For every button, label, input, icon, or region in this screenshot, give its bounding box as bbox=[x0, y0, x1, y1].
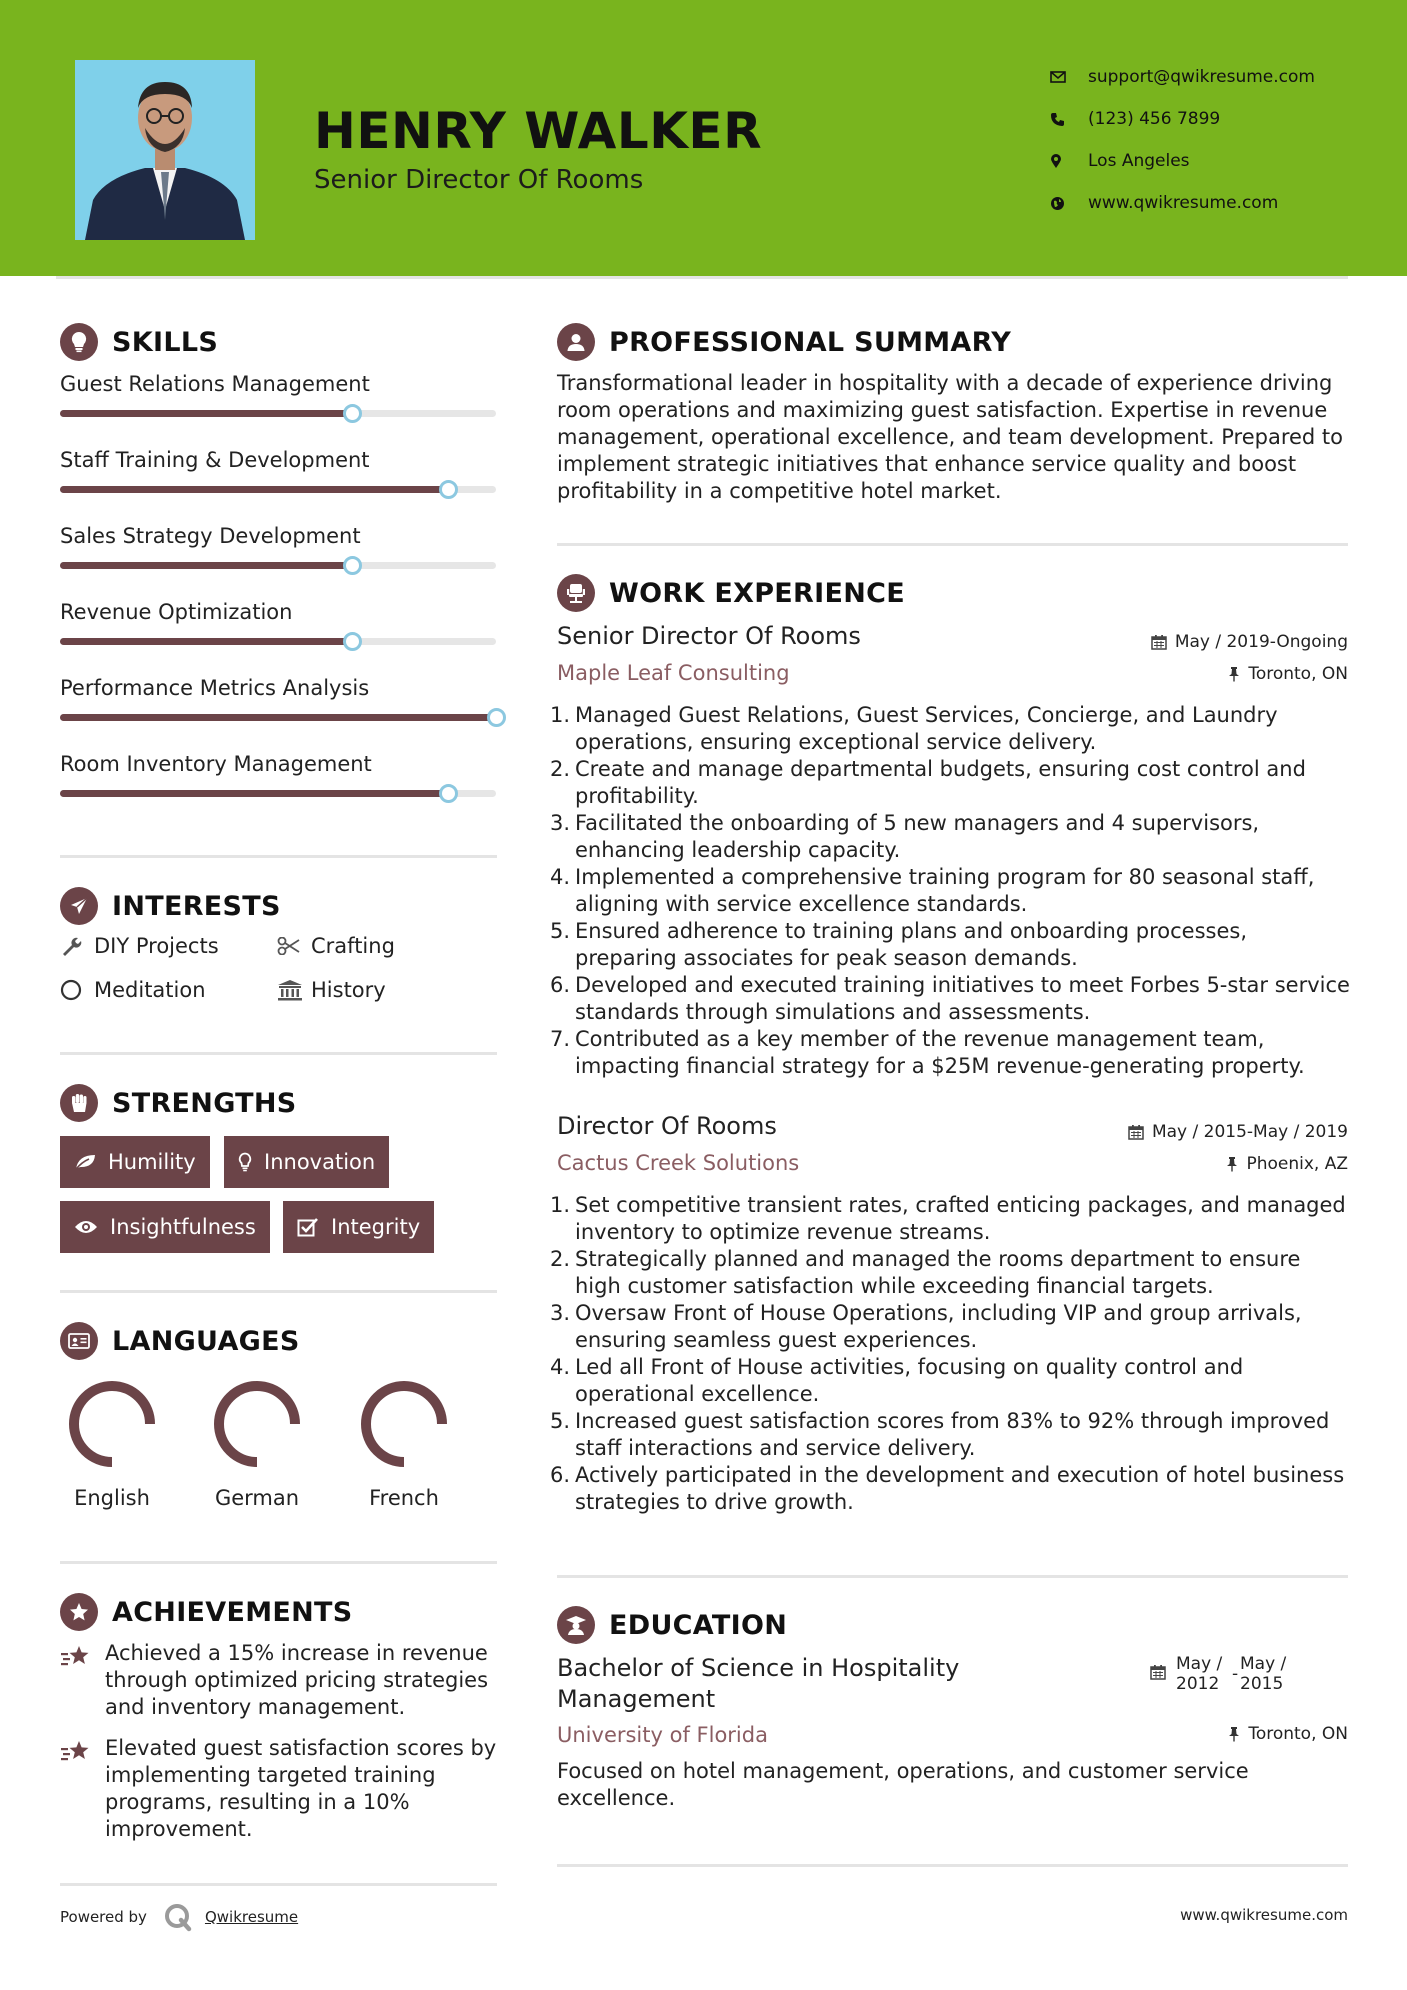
list-number: 4. bbox=[550, 865, 571, 889]
strength-badge bbox=[60, 1201, 270, 1253]
skill-bar-knob bbox=[487, 708, 506, 727]
skill-bar-track bbox=[60, 638, 496, 645]
skill-item bbox=[60, 372, 496, 396]
qwikresume-logo-icon bbox=[163, 1902, 193, 1932]
graduate-icon bbox=[557, 1606, 595, 1644]
job-location bbox=[1226, 1154, 1348, 1174]
section-divider bbox=[60, 1290, 497, 1293]
checkbox-icon bbox=[297, 1217, 319, 1237]
interest-label: History bbox=[311, 978, 386, 1002]
skill-item bbox=[60, 524, 496, 548]
pushpin-icon bbox=[1226, 1156, 1238, 1172]
list-number: 3. bbox=[550, 811, 571, 835]
section-divider bbox=[557, 1864, 1348, 1867]
paper-plane-icon bbox=[60, 887, 98, 925]
job-location bbox=[1228, 664, 1348, 684]
strength-label: Innovation bbox=[264, 1150, 376, 1174]
strength-badge bbox=[224, 1136, 389, 1188]
education-start bbox=[1176, 1654, 1232, 1694]
language-item bbox=[202, 1378, 312, 1510]
star-sparkle-icon bbox=[60, 1640, 105, 1721]
skill-item bbox=[60, 600, 496, 624]
interest-item bbox=[277, 978, 386, 1002]
responsibility-text: Implemented a comprehensive training program for 80 seasonal staff, aligning with service excellence standards. bbox=[575, 865, 1315, 916]
pushpin-icon bbox=[1228, 1726, 1240, 1742]
office-chair-icon bbox=[557, 574, 595, 612]
section-divider bbox=[60, 855, 497, 858]
calendar-icon bbox=[1150, 1664, 1166, 1685]
contact-phone-text: (123) 456 7899 bbox=[1088, 109, 1221, 129]
list-number: 3. bbox=[550, 1301, 571, 1325]
language-gauge bbox=[358, 1378, 450, 1470]
language-gauge bbox=[66, 1378, 158, 1470]
responsibility-text: Oversaw Front of House Operations, including VIP and group arrivals, ensuring seamless guest experiences. bbox=[575, 1301, 1302, 1352]
achievement-item bbox=[60, 1735, 500, 1843]
interest-label: Meditation bbox=[94, 978, 206, 1002]
contact-location bbox=[1050, 140, 1370, 182]
skill-bar-track bbox=[60, 410, 496, 417]
contact-location-text: Los Angeles bbox=[1088, 151, 1190, 171]
skill-name: Performance Metrics Analysis bbox=[60, 676, 370, 700]
map-pin-icon bbox=[1050, 153, 1088, 169]
calendar-icon bbox=[1128, 1124, 1144, 1140]
strength-label: Humility bbox=[108, 1150, 196, 1174]
powered-by-label: Powered by bbox=[60, 1908, 147, 1926]
section-divider bbox=[60, 1883, 497, 1886]
envelope-icon bbox=[1050, 71, 1088, 83]
summary-text: Transformational leader in hospitality with a decade of experience driving room operations and maximizing guest satisfaction. Expertise in revenue management, operational excellence, and team development. Prepared to implement strategic initiatives that enhance service quality and boost profitability in a competitive hotel market. bbox=[557, 371, 1344, 503]
job-dates bbox=[1151, 632, 1348, 652]
company-name: Cactus Creek Solutions bbox=[557, 1151, 800, 1175]
responsibility-item bbox=[550, 756, 1352, 810]
list-number: 1. bbox=[550, 703, 571, 727]
interest-item bbox=[60, 978, 206, 1002]
education-description: Focused on hotel management, operations, and customer service excellence. bbox=[557, 1759, 1249, 1810]
responsibility-text: Ensured adherence to training plans and onboarding processes, preparing associates for peak season demands. bbox=[575, 919, 1248, 970]
list-number: 2. bbox=[550, 1247, 571, 1271]
achievement-text: Elevated guest satisfaction scores by implementing targeted training programs, resulting in a 10% improvement. bbox=[105, 1736, 497, 1841]
list-number: 2. bbox=[550, 757, 571, 781]
list-number: 1. bbox=[550, 1193, 571, 1217]
star-badge-icon bbox=[60, 1593, 98, 1631]
skill-bar-fill bbox=[60, 486, 448, 493]
contact-website-text: www.qwikresume.com bbox=[1088, 193, 1279, 213]
list-number: 6. bbox=[550, 973, 571, 997]
user-icon bbox=[557, 323, 595, 361]
strength-label: Insightfulness bbox=[110, 1215, 256, 1239]
responsibility-item bbox=[550, 1192, 1352, 1246]
responsibility-text: Create and manage departmental budgets, ensuring cost control and profitability. bbox=[575, 757, 1306, 808]
interest-label: Crafting bbox=[311, 934, 395, 958]
job-role: Senior Director Of Rooms bbox=[557, 622, 861, 650]
footer-url[interactable]: www.qwikresume.com bbox=[1180, 1906, 1348, 1924]
responsibility-text: Contributed as a key member of the revenue management team, impacting financial strategy for a $25M revenue-generating property. bbox=[575, 1027, 1305, 1078]
skill-name: Room Inventory Management bbox=[60, 752, 372, 776]
skill-bar-fill bbox=[60, 790, 448, 797]
skills-title: SKILLS bbox=[112, 326, 219, 358]
achievements-title: ACHIEVEMENTS bbox=[112, 1596, 353, 1628]
experience-title: WORK EXPERIENCE bbox=[609, 577, 905, 609]
strengths-heading bbox=[60, 1084, 297, 1122]
circle-icon bbox=[60, 979, 94, 1001]
job-dates-text: May / 2015-May / 2019 bbox=[1151, 1122, 1348, 1142]
responsibility-item bbox=[550, 1354, 1352, 1408]
leaf-icon bbox=[74, 1153, 96, 1171]
language-item bbox=[349, 1378, 459, 1510]
summary-title: PROFESSIONAL SUMMARY bbox=[609, 326, 1012, 358]
responsibility-item bbox=[550, 1300, 1352, 1354]
lightbulb-icon bbox=[60, 323, 98, 361]
responsibility-text: Set competitive transient rates, crafted enticing packages, and managed inventory to optimize revenue streams. bbox=[575, 1193, 1346, 1244]
languages-title: LANGUAGES bbox=[112, 1325, 300, 1357]
skill-name: Sales Strategy Development bbox=[60, 524, 361, 548]
contact-email-text: support@qwikresume.com bbox=[1088, 67, 1315, 87]
skill-bar-fill bbox=[60, 714, 496, 721]
list-number: 5. bbox=[550, 919, 571, 943]
section-divider bbox=[60, 1052, 497, 1055]
achievement-item bbox=[60, 1640, 500, 1721]
education-location-text: Toronto, ON bbox=[1248, 1724, 1348, 1744]
section-divider bbox=[60, 1561, 497, 1564]
language-gauge-arc bbox=[219, 1386, 295, 1462]
language-name: German bbox=[214, 1486, 300, 1510]
job-location-text: Toronto, ON bbox=[1248, 664, 1348, 684]
skill-bar-knob bbox=[439, 784, 458, 803]
responsibility-text: Developed and executed training initiatives to meet Forbes 5-star service standards through simulations and assessments. bbox=[575, 973, 1350, 1024]
responsibility-text: Facilitated the onboarding of 5 new managers and 4 supervisors, enhancing leadership capacity. bbox=[575, 811, 1260, 862]
language-gauge bbox=[211, 1378, 303, 1470]
responsibility-item bbox=[550, 918, 1352, 972]
language-gauge-arc bbox=[74, 1386, 150, 1462]
responsibility-text: Led all Front of House activities, focusing on quality control and operational excellence. bbox=[575, 1355, 1244, 1406]
lightbulb-icon bbox=[238, 1152, 252, 1172]
degree-line: Bachelor of Science in Hospitality bbox=[557, 1654, 960, 1682]
globe-icon bbox=[1050, 196, 1088, 211]
responsibility-item bbox=[550, 1462, 1352, 1516]
powered-by bbox=[60, 1902, 298, 1932]
responsibility-item bbox=[550, 1246, 1352, 1300]
candidate-title: Senior Director Of Rooms bbox=[314, 165, 644, 195]
skill-item bbox=[60, 752, 496, 776]
skill-bar-fill bbox=[60, 410, 352, 417]
school-name: University of Florida bbox=[557, 1723, 768, 1747]
skill-bar-knob bbox=[343, 632, 362, 651]
responsibility-text: Increased guest satisfaction scores from 83% to 92% through improved staff interactions and service delivery. bbox=[575, 1409, 1330, 1460]
skill-bar-track bbox=[60, 714, 496, 721]
education-title: EDUCATION bbox=[609, 1609, 788, 1641]
job-responsibilities bbox=[550, 1192, 1352, 1516]
achievement-text: Achieved a 15% increase in revenue through optimized pricing strategies and inventory management. bbox=[105, 1641, 489, 1719]
eye-icon bbox=[74, 1219, 98, 1235]
calendar-icon bbox=[1151, 634, 1167, 650]
job-dates-text: May / 2019-Ongoing bbox=[1174, 632, 1348, 652]
responsibility-text: Managed Guest Relations, Guest Services, Concierge, and Laundry operations, ensuring exceptional service delivery. bbox=[575, 703, 1278, 754]
bank-icon bbox=[277, 979, 311, 1001]
wrench-icon bbox=[60, 935, 94, 957]
interests-title: INTERESTS bbox=[112, 890, 281, 922]
skill-bar-track bbox=[60, 562, 496, 569]
list-number: 6. bbox=[550, 1463, 571, 1487]
skill-name: Staff Training & Development bbox=[60, 448, 370, 472]
company-name: Maple Leaf Consulting bbox=[557, 661, 790, 685]
interest-item bbox=[60, 934, 219, 958]
list-number: 7. bbox=[550, 1027, 571, 1051]
skills-heading bbox=[60, 323, 218, 361]
languages-heading bbox=[60, 1322, 300, 1360]
responsibility-text: Strategically planned and managed the rooms department to ensure high customer satisfaction while exceeding financial targets. bbox=[575, 1247, 1301, 1298]
skill-bar-fill bbox=[60, 562, 352, 569]
responsibility-item bbox=[550, 864, 1352, 918]
interests-heading bbox=[60, 887, 281, 925]
skill-bar-track bbox=[60, 486, 496, 493]
job-role: Director Of Rooms bbox=[557, 1112, 777, 1140]
id-card-icon bbox=[60, 1322, 98, 1360]
skill-bar-knob bbox=[343, 556, 362, 575]
education-start-year: 2012 bbox=[1176, 1674, 1220, 1694]
header-divider bbox=[56, 276, 1348, 279]
summary-heading bbox=[557, 323, 1011, 361]
responsibility-item bbox=[550, 1026, 1352, 1080]
education-start-month: May / bbox=[1176, 1654, 1223, 1674]
education-dates bbox=[1150, 1654, 1296, 1694]
skill-name: Guest Relations Management bbox=[60, 372, 370, 396]
profile-photo bbox=[75, 60, 255, 240]
skill-bar-fill bbox=[60, 638, 352, 645]
degree-line: Management bbox=[557, 1685, 716, 1713]
skill-bar-knob bbox=[439, 480, 458, 499]
contact-email[interactable] bbox=[1050, 56, 1370, 98]
job-dates bbox=[1128, 1122, 1348, 1142]
language-name: French bbox=[369, 1486, 439, 1510]
responsibility-item bbox=[550, 702, 1352, 756]
degree-name bbox=[557, 1653, 959, 1715]
skill-bar-track bbox=[60, 790, 496, 797]
job-location-text: Phoenix, AZ bbox=[1246, 1154, 1348, 1174]
qwikresume-link[interactable]: Qwikresume bbox=[204, 1908, 299, 1926]
language-item bbox=[57, 1378, 167, 1510]
education-location bbox=[1228, 1724, 1348, 1744]
achievements-heading bbox=[60, 1593, 353, 1631]
scissors-icon bbox=[277, 937, 311, 955]
list-number: 4. bbox=[550, 1355, 571, 1379]
strengths-title: STRENGTHS bbox=[112, 1087, 297, 1119]
strength-badge bbox=[60, 1136, 210, 1188]
skill-bar-knob bbox=[343, 404, 362, 423]
education-end-month: May / bbox=[1240, 1654, 1287, 1674]
education-end-year: 2015 bbox=[1240, 1674, 1284, 1694]
language-gauge-arc bbox=[366, 1386, 442, 1462]
section-divider bbox=[557, 543, 1348, 546]
skill-item bbox=[60, 676, 496, 700]
responsibility-text: Actively participated in the development and execution of hotel business strategies to drive growth. bbox=[575, 1463, 1345, 1514]
interest-label: DIY Projects bbox=[94, 934, 219, 958]
responsibility-item bbox=[550, 972, 1352, 1026]
experience-heading bbox=[557, 574, 905, 612]
contact-phone[interactable] bbox=[1050, 98, 1370, 140]
education-end bbox=[1240, 1654, 1296, 1694]
responsibility-item bbox=[550, 1408, 1352, 1462]
pushpin-icon bbox=[1228, 666, 1240, 682]
education-heading bbox=[557, 1606, 787, 1644]
education-date-dash: - bbox=[1232, 1664, 1239, 1684]
responsibility-item bbox=[550, 810, 1352, 864]
section-divider bbox=[557, 1575, 1348, 1578]
fist-icon bbox=[60, 1084, 98, 1122]
strength-label: Integrity bbox=[331, 1215, 421, 1239]
skill-name: Revenue Optimization bbox=[60, 600, 293, 624]
strength-badge bbox=[283, 1201, 434, 1253]
contact-website[interactable] bbox=[1050, 182, 1370, 224]
candidate-name: HENRY WALKER bbox=[314, 102, 763, 160]
phone-icon bbox=[1050, 112, 1088, 127]
job-responsibilities bbox=[550, 702, 1352, 1080]
interest-item bbox=[277, 934, 395, 958]
star-sparkle-icon bbox=[60, 1735, 105, 1843]
contact-block bbox=[1050, 56, 1370, 224]
list-number: 5. bbox=[550, 1409, 571, 1433]
language-name: English bbox=[74, 1486, 150, 1510]
skill-item bbox=[60, 448, 496, 472]
